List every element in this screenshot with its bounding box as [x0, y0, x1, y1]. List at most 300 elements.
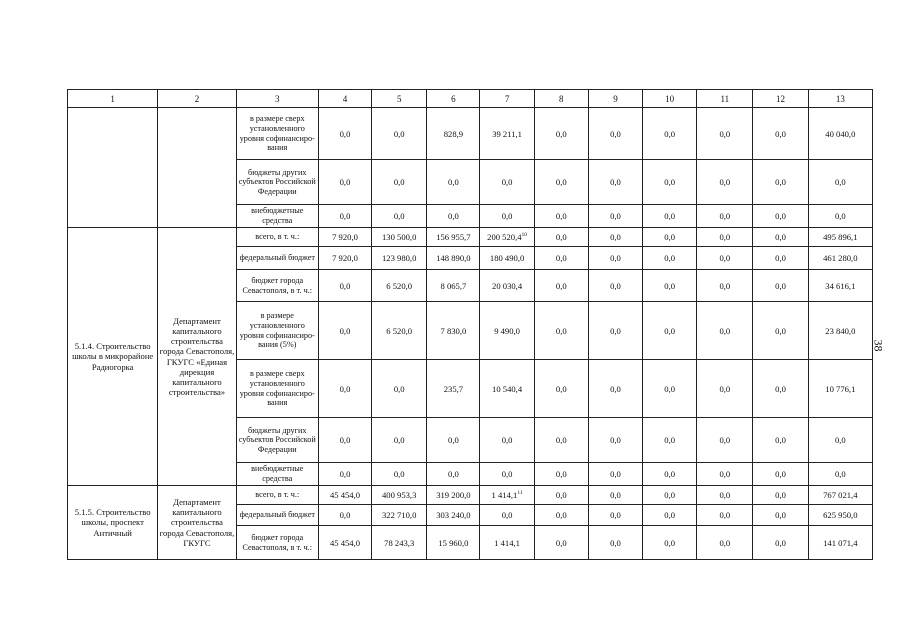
value-text: 0,0: [501, 435, 513, 445]
value-cell: [318, 160, 371, 205]
col-header: 7: [480, 90, 534, 108]
col-header: 13: [808, 90, 872, 108]
value-cell: [372, 228, 427, 247]
value-cell: [588, 526, 642, 560]
value-cell: [697, 418, 753, 463]
value-cell: [427, 270, 480, 302]
value-text: 0,0: [664, 435, 676, 445]
footnote-mark: 11: [517, 490, 523, 497]
value-cell: [534, 302, 588, 360]
value-text: 130 500,0: [382, 232, 417, 242]
funding-source-cell: федеральный бюджет: [236, 247, 318, 270]
value-text: 78 243,3: [384, 537, 415, 548]
value-text: 0,0: [393, 177, 405, 187]
value-text: 0,0: [775, 510, 786, 520]
value-cell: [643, 526, 697, 560]
funding-source-cell: бюджет города Севастополя, в т. ч.:: [236, 526, 318, 560]
value-cell: [427, 205, 480, 228]
value-cell: [427, 302, 480, 360]
value-cell: [808, 418, 872, 463]
value-cell: [808, 463, 872, 486]
value-text: 322 710,0: [382, 510, 417, 520]
value-cell: [534, 486, 588, 505]
value-cell: [643, 160, 697, 205]
value-cell: [808, 108, 872, 160]
value-text: 0,0: [555, 211, 567, 221]
value-text: 10 540,4: [492, 383, 523, 394]
value-cell: [697, 247, 753, 270]
value-text: 7 920,0: [332, 253, 358, 263]
budget-table: [67, 89, 873, 560]
value-text: 495 896,1: [823, 232, 858, 242]
value-cell: [808, 228, 872, 247]
value-cell: [697, 228, 753, 247]
value-text: 0,0: [719, 537, 731, 548]
value-cell: [534, 418, 588, 463]
value-cell: [697, 486, 753, 505]
value-cell: [697, 270, 753, 302]
value-cell: [372, 160, 427, 205]
value-text: 0,0: [610, 325, 621, 336]
col-header: 3: [236, 90, 318, 108]
value-text: 156 955,7: [436, 232, 471, 242]
value-cell: [588, 505, 642, 526]
value-text: 15 960,0: [438, 537, 469, 548]
value-cell: [372, 270, 427, 302]
value-text: 180 490,0: [489, 253, 525, 263]
value-text: 0,0: [339, 510, 351, 520]
header-row: [68, 90, 873, 108]
value-cell: [753, 247, 808, 270]
col-header: 1: [68, 90, 158, 108]
value-cell: [643, 228, 697, 247]
value-text: 8 065,7: [440, 280, 467, 291]
funding-source-cell: бюджет города Севастополя, в т. ч.:: [236, 270, 318, 302]
value-text: 767 021,4: [823, 490, 858, 500]
value-text: 1 414,1: [491, 490, 518, 500]
value-cell: [534, 228, 588, 247]
value-cell: [480, 486, 534, 505]
value-cell: [372, 108, 427, 160]
value-text: 0,0: [610, 469, 621, 479]
value-text: 400 953,3: [382, 490, 417, 500]
value-text: 0,0: [448, 211, 459, 221]
value-cell: [372, 463, 427, 486]
table-body: [68, 108, 873, 560]
value-cell: [480, 247, 534, 270]
value-text: 0,0: [610, 490, 621, 500]
value-text: 7 920,0: [332, 232, 358, 242]
value-text: 0,0: [664, 537, 676, 548]
value-cell: [372, 302, 427, 360]
col-header: 2: [158, 90, 236, 108]
footnote-mark: 10: [521, 232, 528, 239]
value-cell: [427, 160, 480, 205]
value-text: 0,0: [664, 383, 676, 394]
value-text: 0,0: [393, 128, 405, 139]
value-text: 0,0: [501, 469, 513, 479]
value-cell: [534, 270, 588, 302]
value-text: 0,0: [664, 211, 676, 221]
value-text: 0,0: [775, 383, 786, 394]
value-text: 0,0: [664, 510, 676, 520]
value-text: 0,0: [555, 537, 567, 548]
col-header: 11: [697, 90, 753, 108]
value-cell: [480, 302, 534, 360]
value-cell: [480, 463, 534, 486]
value-cell: [588, 247, 642, 270]
value-text: 0,0: [555, 177, 567, 187]
value-cell: [753, 108, 808, 160]
value-cell: [534, 247, 588, 270]
value-cell: [480, 418, 534, 463]
value-text: 0,0: [775, 177, 786, 187]
value-cell: [808, 270, 872, 302]
value-text: 10 776,1: [825, 383, 856, 394]
funding-source-cell: федеральный бюджет: [236, 505, 318, 526]
value-cell: [808, 205, 872, 228]
value-text: 0,0: [555, 253, 567, 263]
value-text: 0,0: [610, 232, 621, 242]
value-text: 141 071,4: [823, 537, 858, 548]
value-text: 0,0: [501, 211, 513, 221]
value-text: 0,0: [775, 490, 786, 500]
value-text: 0,0: [664, 177, 676, 187]
col-header: 5: [372, 90, 427, 108]
value-cell: [753, 205, 808, 228]
value-text: 20 030,4: [492, 280, 523, 291]
value-cell: [372, 247, 427, 270]
value-cell: [318, 486, 371, 505]
value-text: 0,0: [719, 177, 731, 187]
value-text: 0,0: [393, 469, 405, 479]
value-text: 0,0: [775, 280, 786, 291]
value-text: 0,0: [555, 469, 567, 479]
value-text: 0,0: [555, 435, 567, 445]
value-text: 0,0: [664, 232, 676, 242]
value-cell: [372, 505, 427, 526]
value-cell: [427, 526, 480, 560]
value-text: 9 490,0: [494, 325, 520, 336]
funding-source-cell: бюджеты других субъектов Российской Федерации: [236, 418, 318, 463]
value-cell: [480, 505, 534, 526]
value-text: 0,0: [555, 325, 567, 336]
value-cell: [753, 418, 808, 463]
value-text: 39 211,1: [492, 128, 522, 139]
value-text: 0,0: [664, 469, 676, 479]
value-cell: [534, 505, 588, 526]
table-row: [68, 486, 873, 505]
value-text: 0,0: [393, 383, 405, 394]
value-cell: [480, 228, 534, 247]
value-cell: [427, 463, 480, 486]
value-cell: [697, 160, 753, 205]
col-header: 4: [318, 90, 371, 108]
value-text: 0,0: [664, 128, 676, 139]
value-text: 0,0: [393, 211, 405, 221]
value-text: 0,0: [664, 325, 676, 336]
value-cell: [697, 463, 753, 486]
value-text: 828,9: [443, 128, 464, 139]
value-text: 0,0: [719, 280, 731, 291]
value-text: 0,0: [610, 177, 621, 187]
table-row: [68, 228, 873, 247]
value-text: 200 520,4: [487, 232, 522, 242]
value-cell: [534, 360, 588, 418]
value-cell: [753, 228, 808, 247]
value-text: 0,0: [555, 232, 567, 242]
value-cell: [480, 526, 534, 560]
value-text: 0,0: [610, 253, 621, 263]
value-cell: [697, 360, 753, 418]
value-cell: [318, 360, 371, 418]
value-text: 0,0: [664, 253, 676, 263]
value-text: 0,0: [501, 177, 513, 187]
value-cell: [588, 418, 642, 463]
value-cell: [588, 302, 642, 360]
value-cell: [480, 270, 534, 302]
funding-source-cell: внебюджетные средства: [236, 205, 318, 228]
funding-source-cell: всего, в т. ч.:: [236, 228, 318, 247]
value-text: 0,0: [339, 435, 351, 445]
value-text: 0,0: [719, 232, 731, 242]
budget-table-page: [67, 89, 873, 560]
value-text: 0,0: [719, 490, 731, 500]
value-text: 0,0: [719, 383, 731, 394]
value-cell: [753, 505, 808, 526]
value-text: 625 950,0: [823, 510, 858, 520]
value-cell: [643, 486, 697, 505]
funding-source-cell: в размере сверх установленного уровня софинансиро-вания: [236, 108, 318, 160]
value-text: 0,0: [775, 253, 786, 263]
value-text: 303 240,0: [436, 510, 471, 520]
value-cell: [753, 526, 808, 560]
value-cell: [643, 418, 697, 463]
value-text: 0,0: [610, 128, 621, 139]
value-text: 0,0: [339, 128, 351, 139]
value-cell: [697, 302, 753, 360]
page-number: 38: [871, 339, 886, 352]
value-cell: [808, 160, 872, 205]
value-text: 461 280,0: [823, 253, 858, 263]
col-header: 12: [753, 90, 808, 108]
value-text: 319 200,0: [436, 490, 471, 500]
value-cell: [372, 360, 427, 418]
value-text: 0,0: [775, 469, 786, 479]
value-text: 6 520,0: [386, 325, 413, 336]
col-header: 6: [427, 90, 480, 108]
value-cell: [372, 486, 427, 505]
value-cell: [643, 108, 697, 160]
value-cell: [427, 247, 480, 270]
value-text: 0,0: [775, 537, 786, 548]
value-text: 0,0: [501, 510, 513, 520]
value-text: 0,0: [719, 211, 731, 221]
value-cell: [808, 486, 872, 505]
value-text: 0,0: [448, 177, 459, 187]
value-text: 0,0: [834, 435, 846, 445]
value-cell: [697, 505, 753, 526]
measure-name-cell: 5.1.5. Строительство школы, проспект Античный: [68, 486, 158, 560]
value-text: 0,0: [719, 435, 731, 445]
value-text: 0,0: [555, 128, 567, 139]
value-text: 0,0: [448, 469, 459, 479]
value-text: 0,0: [775, 128, 786, 139]
value-cell: [427, 418, 480, 463]
value-cell: [318, 108, 371, 160]
value-cell: [753, 160, 808, 205]
value-text: 0,0: [339, 177, 351, 187]
value-cell: [318, 302, 371, 360]
value-text: 0,0: [719, 469, 731, 479]
value-text: 6 520,0: [386, 280, 413, 291]
value-cell: [753, 270, 808, 302]
value-text: 45 454,0: [329, 537, 361, 548]
value-text: 0,0: [775, 211, 786, 221]
value-text: 0,0: [775, 325, 786, 336]
value-cell: [643, 270, 697, 302]
value-cell: [808, 302, 872, 360]
value-cell: [534, 160, 588, 205]
value-cell: [753, 302, 808, 360]
value-cell: [808, 505, 872, 526]
value-cell: [643, 505, 697, 526]
value-text: 34 616,1: [825, 280, 856, 291]
value-cell: [697, 526, 753, 560]
value-text: 0,0: [719, 325, 731, 336]
value-text: 235,7: [443, 383, 464, 394]
value-text: 0,0: [448, 435, 459, 445]
value-cell: [427, 505, 480, 526]
value-text: 0,0: [610, 510, 621, 520]
value-cell: [427, 108, 480, 160]
funding-source-cell: внебюджетные средства: [236, 463, 318, 486]
value-cell: [534, 108, 588, 160]
measure-name-cell: [68, 108, 158, 228]
value-text: 45 454,0: [329, 490, 361, 500]
value-text: 0,0: [555, 383, 567, 394]
col-header: 8: [534, 90, 588, 108]
value-text: 0,0: [610, 537, 621, 548]
executor-cell: Департамент капитального строительства города Севастополя, ГКУГС «Единая дирекция капитального строительства»: [158, 228, 236, 486]
value-text: 0,0: [834, 211, 846, 221]
value-text: 0,0: [610, 383, 621, 394]
value-text: 7 830,0: [440, 325, 467, 336]
value-text: 23 840,0: [825, 325, 856, 336]
value-cell: [480, 205, 534, 228]
value-cell: [697, 205, 753, 228]
value-cell: [372, 205, 427, 228]
col-header: 10: [643, 90, 697, 108]
funding-source-cell: всего, в т. ч.:: [236, 486, 318, 505]
value-cell: [588, 205, 642, 228]
value-cell: [427, 360, 480, 418]
value-cell: [318, 505, 371, 526]
value-cell: [372, 418, 427, 463]
value-cell: [588, 360, 642, 418]
funding-source-cell: в размере сверх установленного уровня софинансиро-вания: [236, 360, 318, 418]
value-text: 0,0: [339, 325, 351, 336]
value-cell: [753, 463, 808, 486]
value-text: 0,0: [664, 280, 676, 291]
value-text: 0,0: [555, 280, 567, 291]
value-cell: [318, 228, 371, 247]
value-cell: [318, 247, 371, 270]
value-cell: [588, 463, 642, 486]
value-text: 0,0: [664, 490, 676, 500]
value-cell: [480, 160, 534, 205]
value-text: 0,0: [339, 469, 351, 479]
value-cell: [753, 360, 808, 418]
value-text: 0,0: [610, 435, 621, 445]
value-cell: [318, 418, 371, 463]
value-cell: [318, 270, 371, 302]
value-text: 123 980,0: [382, 253, 417, 263]
executor-cell: [158, 108, 236, 228]
value-cell: [808, 247, 872, 270]
value-text: 0,0: [610, 211, 621, 221]
value-text: 0,0: [610, 280, 621, 291]
value-text: 0,0: [834, 177, 846, 187]
col-header: 9: [588, 90, 642, 108]
value-cell: [534, 463, 588, 486]
value-cell: [588, 160, 642, 205]
value-cell: [480, 360, 534, 418]
value-text: 0,0: [393, 435, 405, 445]
value-text: 0,0: [719, 128, 731, 139]
value-text: 0,0: [775, 232, 786, 242]
measure-name-cell: 5.1.4. Строительство школы в микрорайоне Радиогорка: [68, 228, 158, 486]
value-cell: [753, 486, 808, 505]
value-cell: [318, 463, 371, 486]
value-text: 1 414,1: [494, 537, 520, 548]
value-text: 40 040,0: [825, 128, 856, 139]
value-text: 0,0: [339, 211, 351, 221]
value-cell: [534, 205, 588, 228]
value-text: 148 890,0: [436, 253, 471, 263]
value-text: 0,0: [719, 510, 731, 520]
value-cell: [697, 108, 753, 160]
value-cell: [427, 228, 480, 247]
value-cell: [318, 205, 371, 228]
value-cell: [643, 247, 697, 270]
value-cell: [588, 486, 642, 505]
value-text: 0,0: [339, 383, 351, 394]
value-text: 0,0: [555, 490, 567, 500]
executor-cell: Департамент капитального строительства города Севастополя, ГКУГС: [158, 486, 236, 560]
value-cell: [588, 108, 642, 160]
value-text: 0,0: [719, 253, 731, 263]
table-row: [68, 108, 873, 160]
funding-source-cell: в размере установленного уровня софинансиро-вания (5%): [236, 302, 318, 360]
value-cell: [480, 108, 534, 160]
value-text: 0,0: [834, 469, 846, 479]
value-cell: [588, 228, 642, 247]
value-text: 0,0: [775, 435, 786, 445]
value-cell: [318, 526, 371, 560]
value-cell: [643, 463, 697, 486]
value-cell: [808, 526, 872, 560]
value-cell: [808, 360, 872, 418]
value-cell: [643, 205, 697, 228]
value-cell: [588, 270, 642, 302]
value-cell: [534, 526, 588, 560]
value-text: 0,0: [555, 510, 567, 520]
value-cell: [643, 302, 697, 360]
value-cell: [643, 360, 697, 418]
value-cell: [427, 486, 480, 505]
value-cell: [372, 526, 427, 560]
